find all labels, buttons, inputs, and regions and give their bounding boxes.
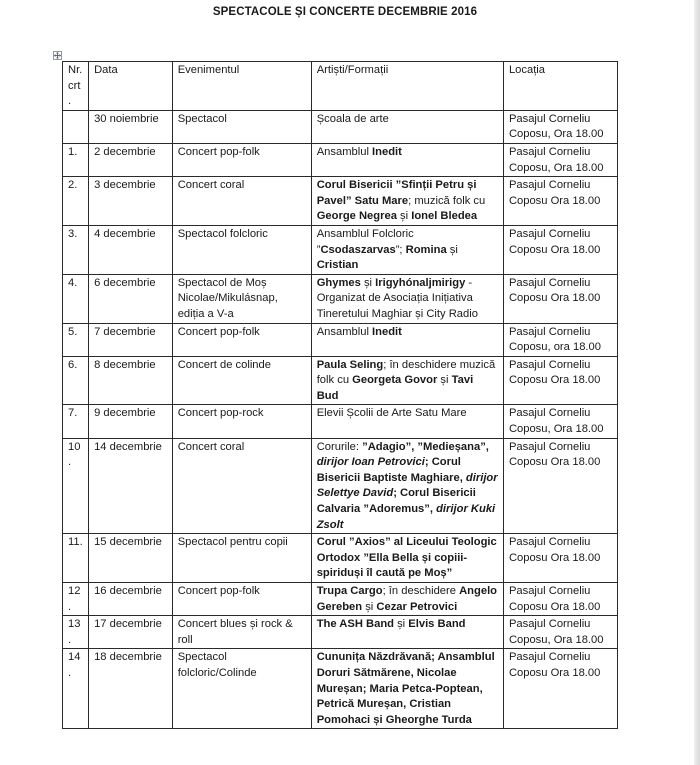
cell-eveniment: Concert coral (172, 177, 311, 226)
artist-text-segment: Angelo Gereben (316, 585, 498, 613)
artist-text-segment: Inedit (372, 145, 402, 158)
artist-text-segment: ; în deschidere (382, 585, 460, 597)
cell-data: 3 decembrie (89, 177, 173, 226)
artist-text-segment: Paula Seling (316, 358, 384, 371)
table-row (63, 616, 618, 649)
cell-artisti (311, 143, 503, 176)
cell-nr: 7. (63, 405, 89, 438)
cell-locatia: Pasajul Corneliu Coposu, Ora 18.00 (503, 616, 617, 649)
cell-nr: 10. (63, 438, 89, 534)
artist-text-segment: Georgeta Govor (352, 374, 438, 387)
artist-text-segment: Inedit (372, 325, 402, 338)
cell-eveniment: Concert blues și rock & roll (172, 616, 311, 649)
table-row (63, 405, 618, 438)
table-row (63, 438, 618, 534)
cell-data: 30 noiembrie (89, 110, 173, 143)
cell-artisti (311, 534, 503, 583)
header-locatia: Locația (503, 62, 617, 111)
artist-text-segment: ”; (395, 243, 406, 256)
artist-text-segment: Csodaszarvas (320, 243, 396, 256)
artist-text-segment: Elvis Band (408, 618, 466, 631)
cell-eveniment: Concert pop-folk (172, 583, 311, 616)
cell-artisti (311, 356, 503, 405)
cell-locatia: Pasajul Corneliu Coposu Ora 18.00 (503, 356, 617, 405)
artist-text-segment: Ghymes (316, 276, 361, 289)
cell-artisti (311, 438, 503, 534)
header-nr: Nr. crt. (63, 62, 89, 111)
cell-eveniment: Concert pop-folk (172, 143, 311, 176)
cell-locatia: Pasajul Corneliu Coposu, Ora 18.00 (503, 405, 617, 438)
cell-locatia: Pasajul Corneliu Coposu Ora 18.00 (503, 583, 617, 616)
table-row (63, 323, 618, 356)
cell-eveniment: Concert de colinde (172, 356, 311, 405)
cell-eveniment: Spectacol de Moș Nicolae/Mikulásnap, ediția a V-a (172, 274, 311, 323)
cell-nr: 12. (63, 583, 89, 616)
table-row (63, 356, 618, 405)
artist-text-segment: Cununița Năzdrăvană; Ansamblul Doruri Sătmărene, Nicolae Mureșan; Maria Petca-Poptean, Petrică Mureșan, Cristian Pomohaci și Gheorghe Turda (316, 651, 495, 726)
cell-data: 14 decembrie (89, 438, 173, 534)
events-table (62, 61, 618, 729)
cell-nr: 4. (63, 274, 89, 323)
cell-eveniment: Spectacol folcloric/Colinde (172, 649, 311, 729)
artist-text-segment: ; Corul Bisericii Baptiste Maghiare, (316, 456, 466, 484)
table-row (63, 583, 618, 616)
cell-data: 2 decembrie (89, 143, 173, 176)
artist-text-segment: Tavi Bud (316, 374, 474, 402)
artist-text-segment: Cezar Petrovici (376, 600, 458, 613)
cell-locatia: Pasajul Corneliu Coposu, Ora 18.00 (503, 143, 617, 176)
artist-text-segment: și (362, 600, 377, 613)
cell-eveniment: Spectacol (172, 110, 311, 143)
cell-artisti (311, 110, 503, 143)
artist-text-segment: Cristian (316, 259, 359, 272)
artist-text-segment: George Negrea (316, 210, 397, 223)
artist-text-segment: ; Corul Bisericii Calvaria ”Adoremus”, (316, 487, 476, 516)
table-row (63, 110, 618, 143)
artist-text-segment: dirijor Ioan Petrovici (316, 456, 425, 469)
cell-data: 17 decembrie (89, 616, 173, 649)
cell-artisti (311, 323, 503, 356)
cell-artisti (311, 274, 503, 323)
header-eveniment: Evenimentul (172, 62, 311, 111)
table-row (63, 649, 618, 729)
cell-eveniment: Concert coral (172, 438, 311, 534)
artist-text-segment: Școala de arte (316, 112, 389, 125)
artist-text-segment: Trupa Cargo (316, 585, 383, 597)
cell-data: 8 decembrie (89, 356, 173, 405)
cell-nr: 11. (63, 534, 89, 583)
cell-locatia: Pasajul Corneliu Coposu Ora 18.00 (503, 649, 617, 729)
cell-nr: 2. (63, 177, 89, 226)
artist-text-segment: Corul ”Axios” al Liceului Teologic Ortodox ”Ella Bella și copiii-spiriduși îl caută pe Moș” (316, 536, 497, 580)
cell-nr: 6. (63, 356, 89, 405)
table-row (63, 143, 618, 176)
cell-locatia: Pasajul Corneliu Coposu Ora 18.00 (503, 438, 617, 534)
cell-nr (63, 110, 89, 143)
table-row (63, 534, 618, 583)
cell-artisti (311, 177, 503, 226)
table-row (63, 177, 618, 226)
cell-data: 6 decembrie (89, 274, 173, 323)
artist-text-segment: dirijor Kuki Zsolt (316, 503, 496, 531)
artist-text-segment: - Organizat de Asociația Inițiativa Tineretului Maghiar și City Radio (316, 276, 478, 320)
table-row (63, 225, 618, 274)
cell-eveniment: Spectacol pentru copii (172, 534, 311, 583)
page-title: SPECTACOLE ȘI CONCERTE DECEMBRIE 2016 (212, 6, 478, 18)
cell-eveniment: Concert pop-folk (172, 323, 311, 356)
artist-text-segment: dirijor Selettye David (316, 471, 498, 500)
cell-nr: 1. (63, 143, 89, 176)
table-move-handle-icon[interactable] (53, 51, 62, 60)
cell-data: 15 decembrie (89, 534, 173, 583)
artist-text-segment: Corurile: (316, 440, 363, 453)
cell-locatia: Pasajul Corneliu Coposu Ora 18.00 (503, 274, 617, 323)
artist-text-segment: ; muzică folk cu (408, 194, 486, 207)
cell-artisti (311, 405, 503, 438)
table-header-row (63, 62, 618, 111)
cell-data: 16 decembrie (89, 583, 173, 616)
artist-text-segment: Elevii Școlii de Arte Satu Mare (316, 407, 467, 420)
artist-text-segment: și (393, 618, 409, 631)
artist-text-segment: Ionel Bledea (411, 210, 478, 223)
cell-data: 7 decembrie (89, 323, 173, 356)
cell-locatia: Pasajul Corneliu Coposu Ora 18.00 (503, 177, 617, 226)
cell-data: 9 decembrie (89, 405, 173, 438)
cell-artisti (311, 583, 503, 616)
artist-text-segment: ”Adagio”, ”Medieșana”, (362, 440, 489, 453)
artist-text-segment: ; în deschidere muzică folk cu (316, 358, 496, 387)
cell-nr: 13. (63, 616, 89, 649)
table-body (63, 110, 618, 729)
cell-nr: 3. (63, 225, 89, 274)
cell-eveniment: Spectacol folcloric (172, 225, 311, 274)
artist-text-segment: Romina (405, 243, 447, 256)
artist-text-segment: și (446, 243, 458, 256)
artist-text-segment: și (360, 276, 376, 289)
header-artisti: Artiști/Formații (311, 62, 503, 111)
cell-locatia: Pasajul Corneliu Coposu Ora 18.00 (503, 534, 617, 583)
cell-locatia: Pasajul Corneliu Coposu Ora 18.00 (503, 225, 617, 274)
cell-artisti (311, 616, 503, 649)
cell-data: 4 decembrie (89, 225, 173, 274)
table-row (63, 274, 618, 323)
cell-nr: 14. (63, 649, 89, 729)
artist-text-segment: Corul Bisericii ”Sfinții Petru și Pavel” Satu Mare (316, 179, 477, 207)
artist-text-segment: Ansamblul Folcloric ” (316, 227, 414, 256)
artist-text-segment: The ASH Band (316, 618, 394, 631)
cell-data: 18 decembrie (89, 649, 173, 729)
artist-text-segment: și (396, 210, 412, 223)
cell-artisti (311, 649, 503, 729)
cell-artisti (311, 225, 503, 274)
cell-locatia: Pasajul Corneliu Coposu, ora 18.00 (503, 323, 617, 356)
artist-text-segment: Ansamblul (316, 145, 373, 158)
cell-locatia: Pasajul Corneliu Coposu, Ora 18.00 (503, 110, 617, 143)
artist-text-segment: Irigyhónaljmirigy (375, 276, 466, 289)
artist-text-segment: Ansamblul (316, 325, 373, 338)
header-data: Data (89, 62, 173, 111)
artist-text-segment: și (437, 374, 452, 387)
cell-nr: 5. (63, 323, 89, 356)
page-edge (694, 0, 700, 765)
cell-eveniment: Concert pop-rock (172, 405, 311, 438)
